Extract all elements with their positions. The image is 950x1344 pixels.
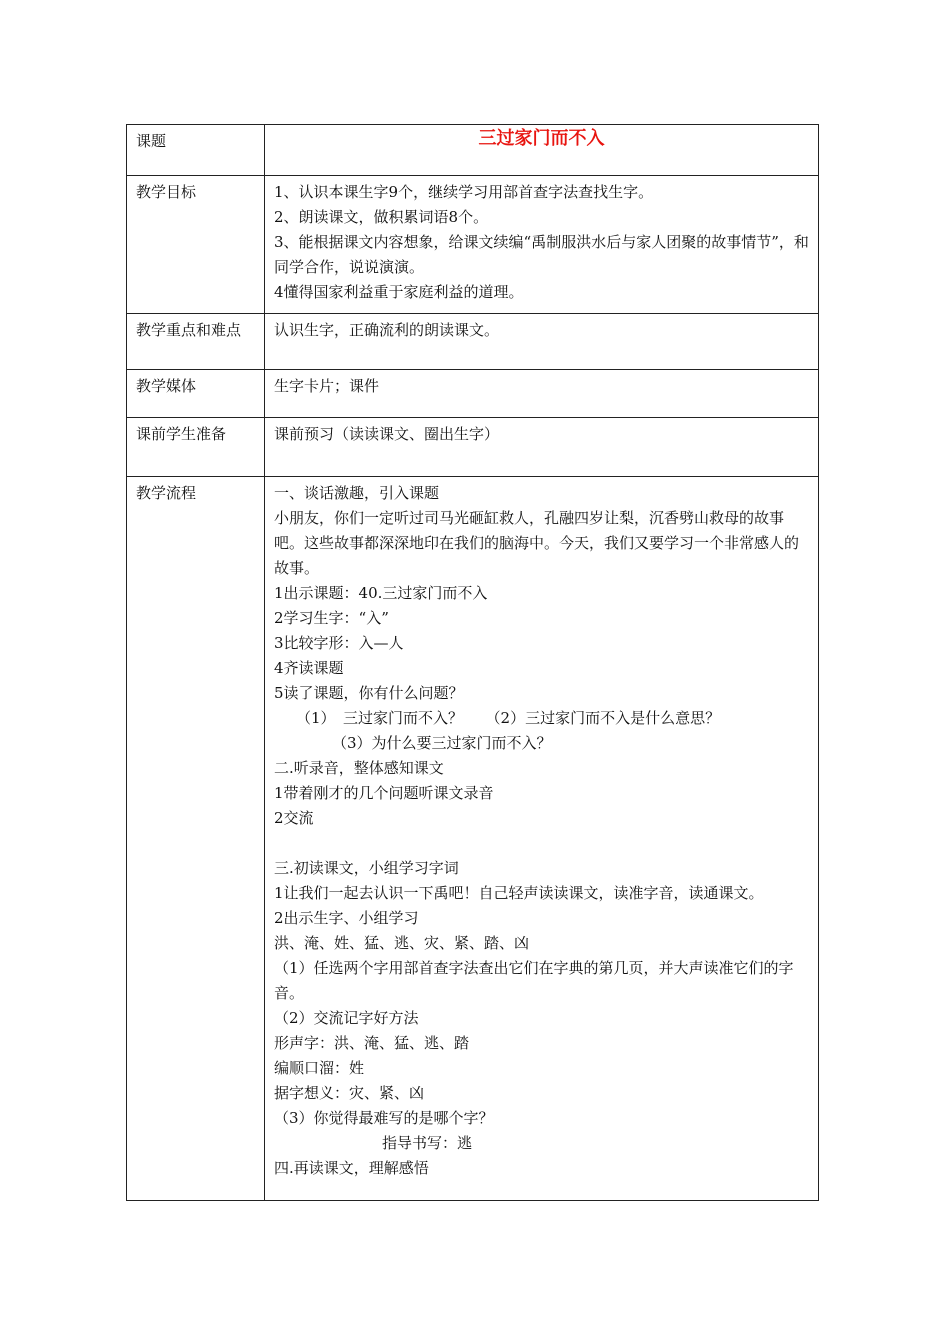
process-line: 二.听录音，整体感知课文 xyxy=(274,759,444,777)
process-line: （3）你觉得最难写的是哪个字？ xyxy=(274,1109,494,1127)
row-prep xyxy=(127,418,819,477)
process-line: 编顺口溜：姓 xyxy=(274,1059,365,1077)
process-line: 5读了课题，你有什么问题？ xyxy=(274,684,464,702)
process-line: 2交流 xyxy=(274,809,314,827)
row-focus xyxy=(127,314,819,370)
label-process: 教学流程 xyxy=(127,477,265,1201)
goals-cell xyxy=(265,176,819,314)
focus-cell: 认识生字，正确流利的朗读课文。 xyxy=(265,314,819,370)
row-goals xyxy=(127,176,819,314)
process-line: （2）交流记字好方法 xyxy=(274,1009,419,1027)
process-line: 据字想义：灾、紧、凶 xyxy=(274,1084,425,1102)
process-line: 小朋友，你们一定听过司马光砸缸救人，孔融四岁让梨，沉香劈山救母的故事吧。这些故事都深深地印在我们的脑海中。今天，我们又要学习一个非常感人的故事。 xyxy=(274,509,800,577)
process-line: 形声字：洪、淹、猛、逃、踏 xyxy=(274,1034,470,1052)
label-focus: 教学重点和难点 xyxy=(127,314,265,370)
label-prep: 课前学生准备 xyxy=(127,418,265,477)
process-line: 指导书写：逃 xyxy=(382,1134,473,1152)
process-line: 一、谈话激趣，引入课题 xyxy=(274,484,440,502)
process-line: （1）任选两个字用部首查字法查出它们在字典的第几页，并大声读准它们的字音。 xyxy=(274,959,794,1002)
process-line: 1带着刚才的几个问题听课文录音 xyxy=(274,784,494,802)
process-line: 1出示课题：40.三过家门而不入 xyxy=(274,584,488,602)
title-cell xyxy=(265,125,819,176)
goal-line: 3、能根据课文内容想象，给课文续编“禹制服洪水后与家人团聚的故事情节”，和同学合作，说说演演。 xyxy=(274,233,809,276)
process-line: （3）为什么要三过家门而不入？ xyxy=(332,734,552,752)
process-line: 三.初读课文，小组学习字词 xyxy=(274,859,459,877)
process-line: 4齐读课题 xyxy=(274,659,344,677)
media-cell: 生字卡片；课件 xyxy=(265,370,819,418)
process-cell xyxy=(265,477,819,1201)
process-line: 四.再读课文，理解感悟 xyxy=(274,1159,429,1177)
process-line: 2学习生字：“入” xyxy=(274,609,389,627)
blank-line xyxy=(274,831,810,856)
process-line: 3比较字形：入—人 xyxy=(274,634,404,652)
process-line: 2出示生字、小组学习 xyxy=(274,909,419,927)
process-line: （1） 三过家门而不入？ （2）三过家门而不入是什么意思？ xyxy=(296,709,721,727)
row-process xyxy=(127,477,819,1201)
goal-line: 4懂得国家利益重于家庭利益的道理。 xyxy=(274,283,524,301)
row-title xyxy=(127,125,819,176)
lesson-title: 三过家门而不入 xyxy=(478,128,605,149)
prep-cell: 课前预习（读读课文、圈出生字） xyxy=(265,418,819,477)
label-goals: 教学目标 xyxy=(127,176,265,314)
goal-line: 2、朗读课文，做积累词语8个。 xyxy=(274,208,489,226)
process-line: 洪、淹、姓、猛、逃、灾、紧、踏、凶 xyxy=(274,934,530,952)
row-media xyxy=(127,370,819,418)
label-title: 课题 xyxy=(127,125,265,176)
process-line: 1让我们一起去认识一下禹吧！自己轻声读读课文，读准字音，读通课文。 xyxy=(274,884,764,902)
lesson-plan-table xyxy=(126,124,819,1201)
label-media: 教学媒体 xyxy=(127,370,265,418)
goal-line: 1、认识本课生字9个，继续学习用部首查字法查找生字。 xyxy=(274,183,654,201)
